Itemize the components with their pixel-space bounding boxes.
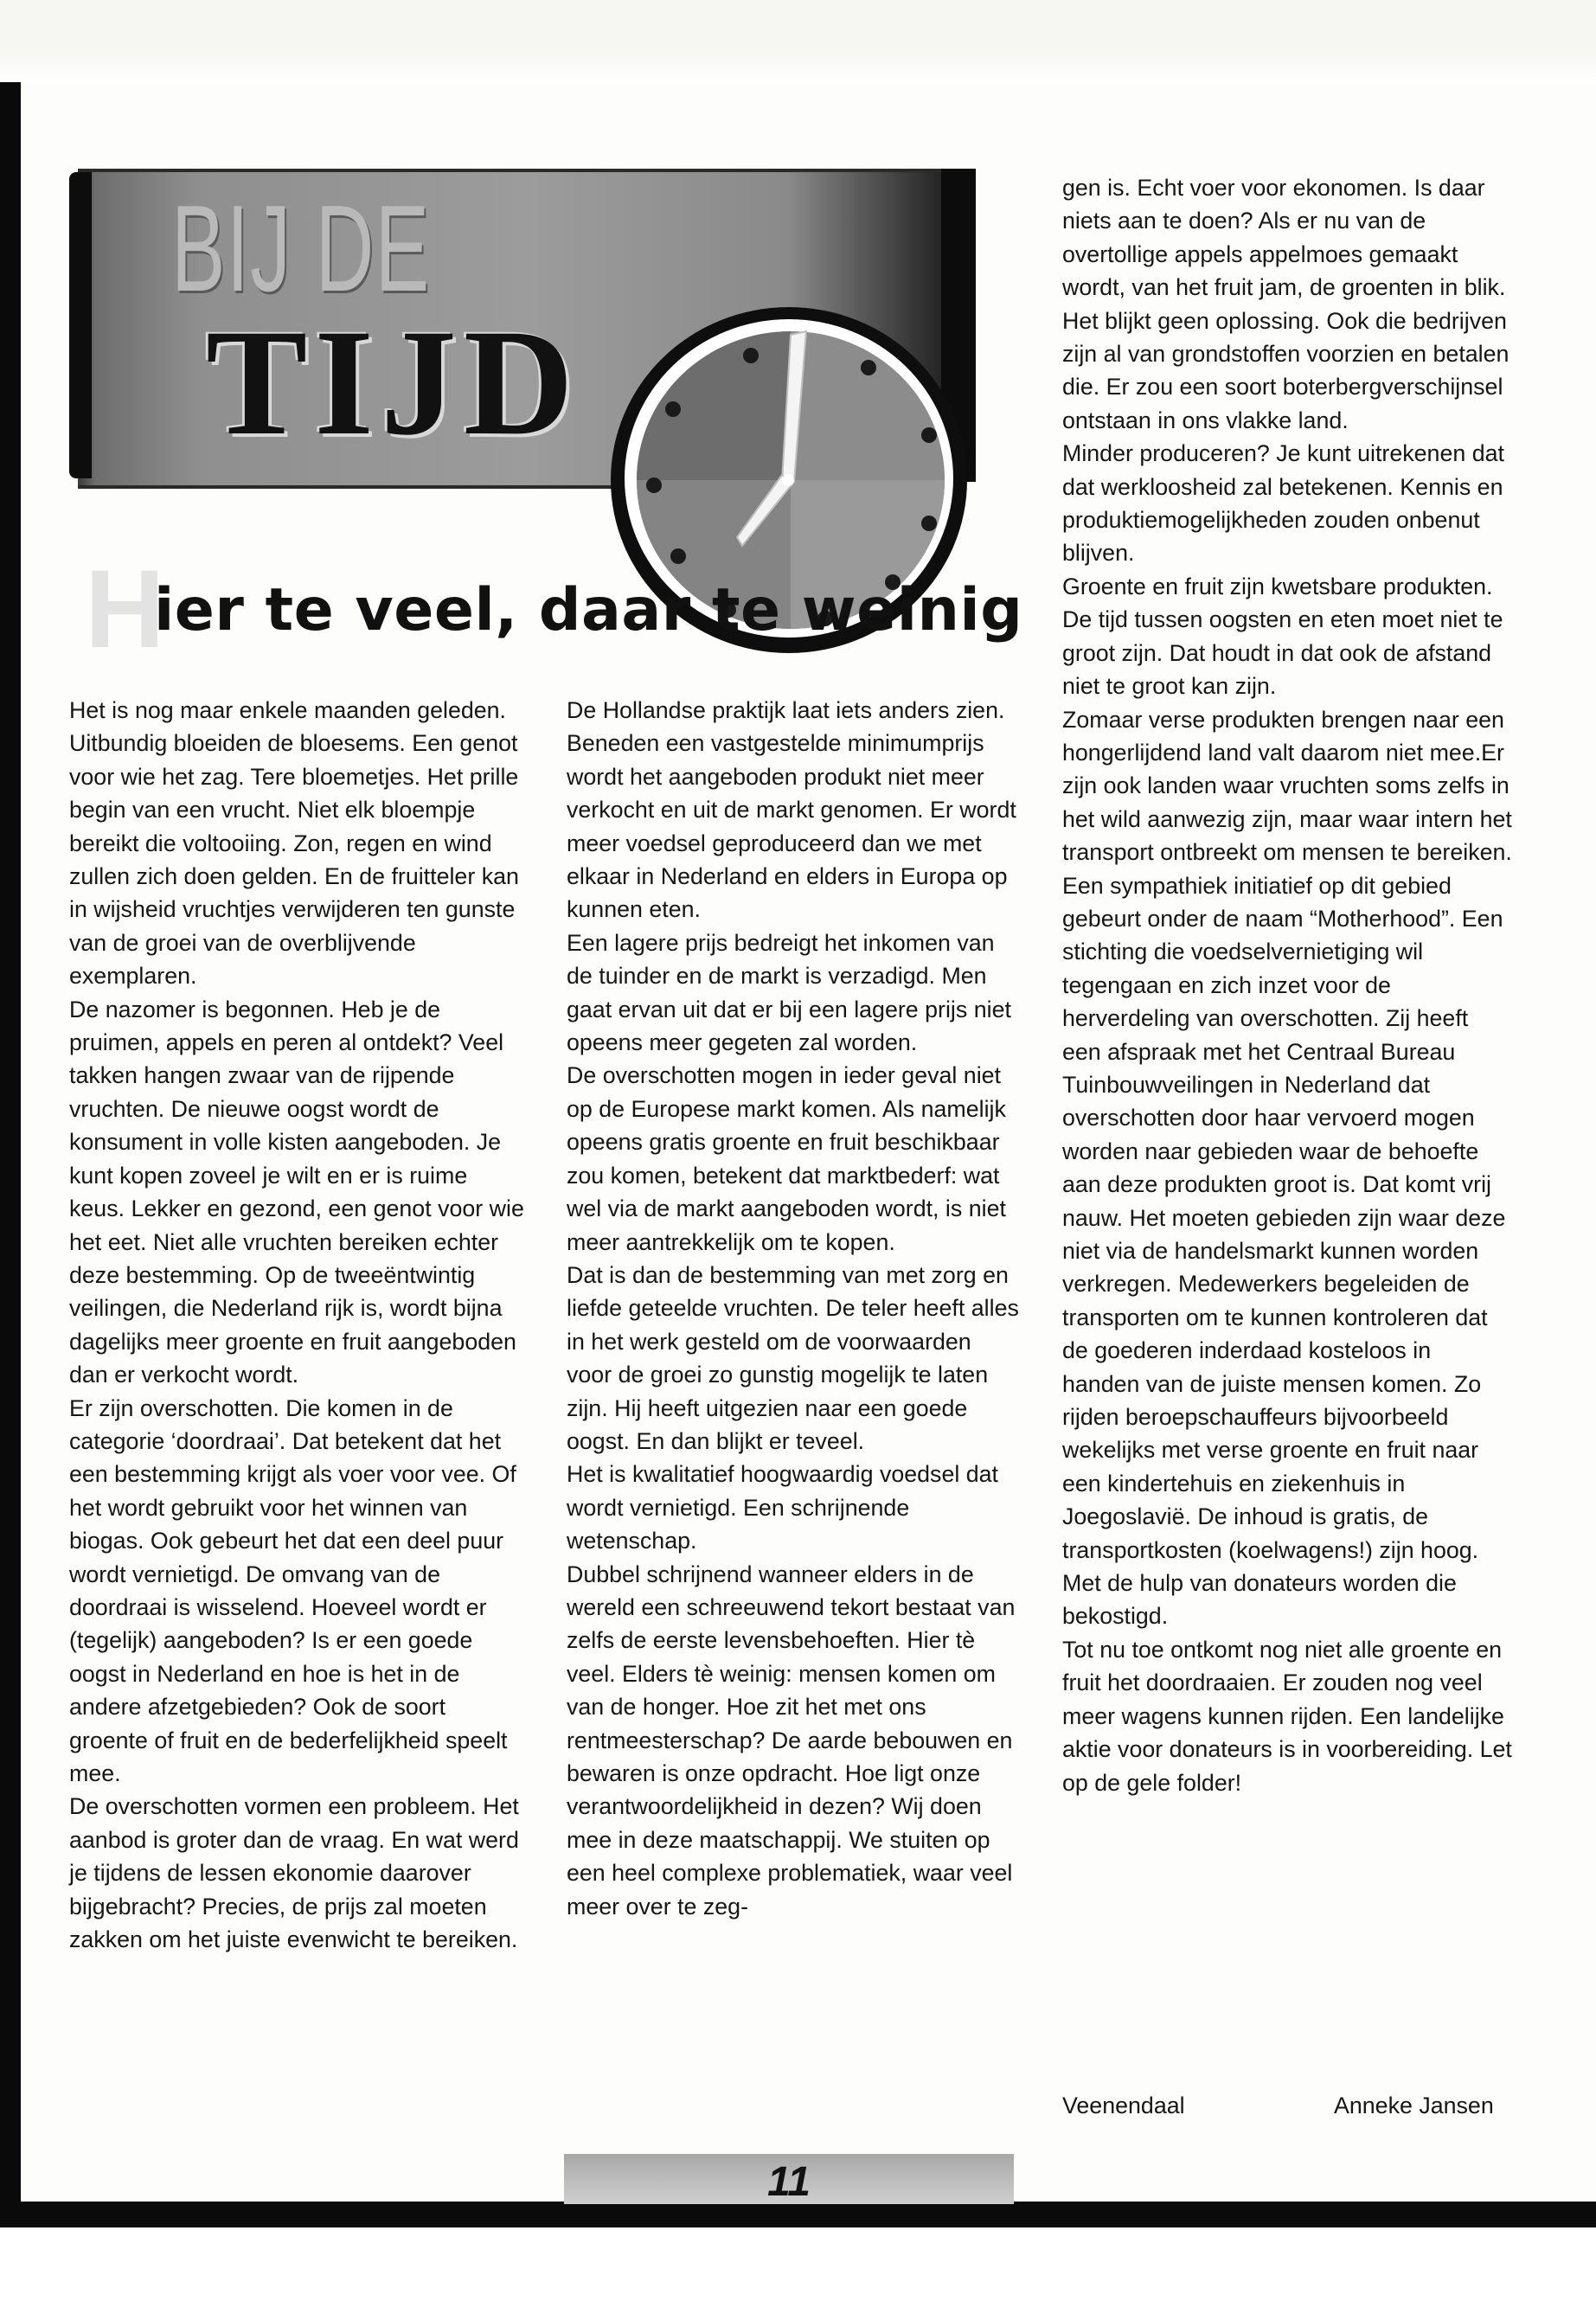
scan-border-left xyxy=(0,82,21,2227)
text-column-1 xyxy=(69,694,528,1956)
paragraph: Groente en fruit zijn kwetsbare produkten. De tijd tussen oogsten en eten moet niet te groot zijn. Dat houdt in dat ook de afstand niet te groot kan zijn. xyxy=(1062,573,1503,700)
banner-left-bar xyxy=(69,172,92,478)
paragraph: De overschotten mogen in ieder geval niet op de Europese markt komen. Als namelijk opeens gratis groente en fruit beschikbaar zou komen, betekent dat marktbederf: wat wel via de markt aangeboden wordt, is niet meer aantrekkelijk om te kopen. xyxy=(567,1062,1006,1255)
scan-margin-top xyxy=(0,0,1596,82)
text-column-2 xyxy=(567,694,1021,1923)
signature-place: Veenendaal xyxy=(1062,2093,1185,2118)
paragraph: Dubbel schrijnend wanneer elders in de wereld een schreeuwend tekort bestaat van zelfs de eerste levensbehoeften. Hier tè veel. Elders tè weinig: mensen komen om van de honger. Hoe zit het met ons rentmeesterschap? De aarde bebouwen en bewaren is onze opdracht. Hoe ligt onze verantwoordelijkheid in dezen? Wij doen mee in deze maatschappij. We stuiten op een heel complexe problematiek, waar veel meer over te zeg- xyxy=(567,1561,1016,1920)
paragraph: Het is nog maar enkele maanden geleden. Uitbundig bloeiden de bloesems. Een genot voor wie het zag. Tere bloemetjes. Het prille begin van een vrucht. Niet elk bloempje bereikt die voltooiing. Zon, regen en wind zullen zich doen gelden. En de fruitteler kan in wijsheid vruchtjes verwijderen ten gunste van de groei van de overblijvende exemplaren. xyxy=(69,697,519,990)
paragraph: gen is. Echt voer voor ekonomen. Is daar niets aan te doen? Als er nu van de overtollige appels appelmoes gemaakt wordt, van het fruit jam, de groenten in blik. Het blijkt geen oplossing. Ook die bedrijven zijn al van grondstoffen voorzien en betalen die. Er zou een soort boterbergverschijnsel ontstaan in ons vlakke land. xyxy=(1062,175,1509,433)
paragraph: Een sympathiek initiatief op dit gebied gebeurt onder de naam “Motherhood”. Een stichting die voedselvernietiging wil tegengaan en zich inzet voor de herverdeling van overschotten. Zij heeft een afspraak met het Centraal Bureau Tuinbouwveilingen in Nederland dat overschotten door haar vervoerd mogen worden naar gebieden waar de behoefte aan deze produkten groot is. Dat komt vrij nauw. Het moeten gebieden zijn waar deze niet via de handelsmarkt kunnen worden verkregen. Medewerkers begeleiden de transporten om te kunnen kontroleren dat de goederen inderdaad kosteloos in handen van de juiste mensen komen. Zo rijden beroepschauffeurs bijvoorbeeld wekelijks met verse groente en fruit naar een kindertehuis en ziekenhuis in Joegoslavië. De inhoud is gratis, de transportkosten (koelwagens!) zijn hoog. Met de hulp van donateurs worden die bekostigd. xyxy=(1062,872,1506,1630)
text-column-3 xyxy=(1062,171,1512,1799)
column-banner xyxy=(69,169,976,480)
article-headline xyxy=(85,548,1062,671)
paragraph: Het is kwalitatief hoogwaardig voedsel dat wordt vernietigd. Een schrijnende wetenschap. xyxy=(567,1461,999,1554)
signature-author: Anneke Jansen xyxy=(1334,2093,1494,2118)
page-number: 11 xyxy=(767,2159,811,2205)
paragraph: De overschotten vormen een probleem. Het aanbod is groter dan de vraag. En wat werd je tijdens de lessen ekonomie daarover bijgebracht? Precies, de prijs zal moeten zakken om het juiste evenwicht te bereiken. xyxy=(69,1793,519,1953)
paragraph: De nazomer is begonnen. Heb je de pruimen, appels en peren al ontdekt? Veel takken hangen zwaar van de rijpende vruchten. De nieuwe oogst wordt de konsument in volle kisten aangeboden. Je kunt kopen zoveel je wilt en er is ruime keus. Lekker en gezond, een genot voor wie het eet. Niet alle vruchten bereiken echter deze bestemming. Op de tweeëntwintig veilingen, die Nederland rijk is, wordt bijna dagelijks meer groente en fruit aangeboden dan er verkocht wordt. xyxy=(69,996,524,1388)
banner-title-line2: TIJD xyxy=(206,298,580,467)
paragraph: Tot nu toe ontkomt nog niet alle groente en fruit het doordraaien. Er zouden nog veel meer wagens kunnen rijden. Een landelijke aktie voor donateurs is in voorbereiding. Let op de gele folder! xyxy=(1062,1636,1512,1796)
headline-text: ier te veel, daar te weinig xyxy=(154,576,1023,644)
paragraph: Een lagere prijs bedreigt het inkomen van de tuinder en de markt is verzadigd. Men gaat ervan uit dat er bij een lagere prijs niet opeens meer gegeten zal worden. xyxy=(567,929,1011,1056)
paragraph: De Hollandse praktijk laat iets anders zien. Beneden een vastgestelde minimumprijs wordt het aangeboden produkt niet meer verkocht en uit de markt genomen. Er wordt meer voedsel geproduceerd dan we met elkaar in Nederland en elders in Europa op kunnen eten. xyxy=(567,697,1016,923)
paragraph: Minder produceren? Je kunt uitrekenen dat dat werkloosheid zal betekenen. Kennis en produktiemogelijkheden zouden onbenut blijven. xyxy=(1062,440,1504,567)
paragraph: Zomaar verse produkten brengen naar een hongerlijdend land valt daarom niet mee.Er zijn ook landen waar vruchten soms zelfs in het wild aanwezig zijn, maar waar intern het transport ontbreekt om mensen te bereiken. xyxy=(1062,706,1512,866)
headline-initial: H xyxy=(85,548,165,671)
paragraph: Er zijn overschotten. Die komen in de categorie ‘doordraai’. Dat betekent dat het een bestemming krijgt als voer voor vee. Of het wordt gebruikt voor het winnen van biogas. Ook gebeurt het dat een deel puur wordt vernietigd. De omvang van de doordraai is wisselend. Hoeveel wordt er (tegelijk) aangeboden? Is er een goede oogst in Nederland en hoe is het in de andere afzetgebieden? Ook de soort groente of fruit en de bederfelijkheid speelt mee. xyxy=(69,1394,516,1786)
banner-title-line1: BIJ DE xyxy=(171,180,431,317)
paragraph: Dat is dan de bestemming van met zorg en liefde geteelde vruchten. De teler heeft alles in het werk gesteld om de voorwaarden voor de groei zo gunstig mogelijk te laten zijn. Hij heeft uitgezien naar een goede oogst. En dan blijkt er teveel. xyxy=(567,1261,1019,1454)
